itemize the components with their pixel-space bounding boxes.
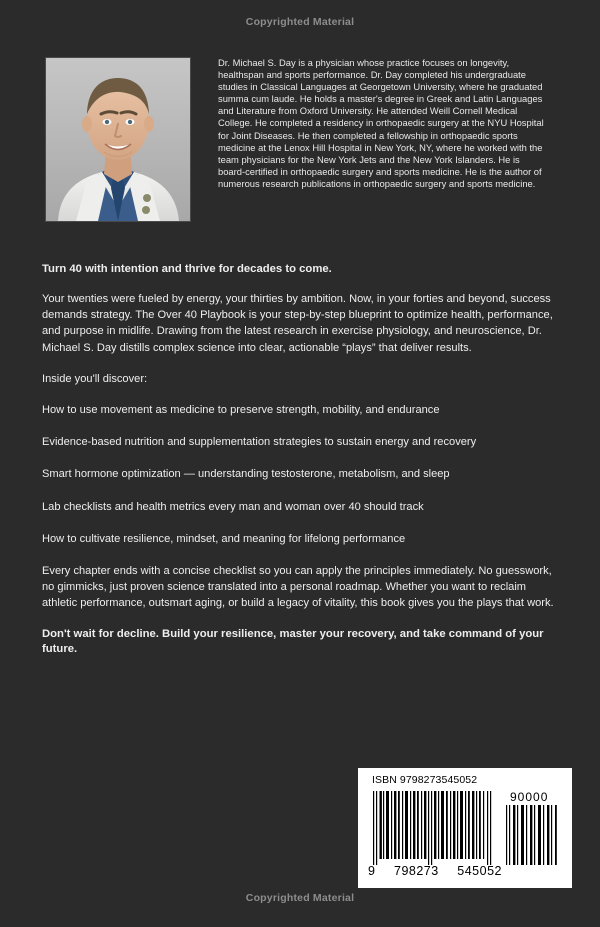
author-bio: Dr. Michael S. Day is a physician whose practice focuses on longevity, healthspan and sports performance. Dr. Day completed his undergraduate studies in Classical Languages at Georgetown University, where he graduated summa cum laude. He holds a master's degree in Greek and Latin Languages and Literature from Oxford University. He attended Weill Cornell Medical College. He completed a residency in orthopaedic surgery at the NYU Hospital for Joint Diseases. He then completed a fellowship in orthopaedic sports medicine at the Lenox Hill Hospital in New York, NY, where he worked with the team physicians for the New York Jets and the New York Islanders. He is board-certified in orthopaedic surgery and sports medicine. He is the author of numerous research publications in orthopaedic surgery and sports medicine. xyxy=(218,57,544,189)
ean-digit-row xyxy=(368,864,502,878)
ean5-addon-barcode-icon xyxy=(505,805,561,865)
list-item: Smart hormone optimization — understanding testosterone, metabolism, and sleep xyxy=(42,468,450,481)
ean13-barcode-icon xyxy=(372,791,494,865)
author-portrait-illustration xyxy=(46,58,190,221)
blurb-paragraph-1: Your twenties were fueled by energy, your thirties by ambition. Now, in your forties and beyond, success demands strategy. The Over 40 Playbook is your step-by-step blueprint to optimize health, performance, and purpose in midlife. Drawing from the latest research in exercise physiology, and neuroscience, Dr. Michael S. Day distills complex science into clear, actionable “plays” that deliver results. xyxy=(42,293,553,354)
list-item: How to cultivate resilience, mindset, and meaning for lifelong performance xyxy=(42,532,406,545)
author-photo xyxy=(46,58,190,221)
price-code-label: 90000 xyxy=(510,790,549,804)
isbn-barcode-block xyxy=(358,768,572,888)
blurb-paragraph-2: Every chapter ends with a concise checklist so you can apply the principles immediately. No guesswork, no gimmicks, just proven science translated into a personal roadmap. Whether you want to reclaim athletic performance, outsmart aging, or build a legacy of vitality, this book gives you the plays that work. xyxy=(42,565,554,610)
blurb-closing-call-to-action: Don't wait for decline. Build your resilience, master your recovery, and take command of your future. xyxy=(42,627,544,656)
copyright-watermark-top: Copyrighted Material xyxy=(245,16,355,28)
blurb-headline: Turn 40 with intention and thrive for decades to come. xyxy=(42,263,332,275)
list-item: Evidence-based nutrition and supplementation strategies to sustain energy and recovery xyxy=(42,436,477,449)
ean-group-2: 545052 xyxy=(457,864,502,878)
blurb-section xyxy=(42,262,560,658)
copyright-watermark-bottom: Copyrighted Material xyxy=(245,892,355,904)
ean-prefix-digit: 9 xyxy=(368,864,376,878)
list-item: Lab checklists and health metrics every man and woman over 40 should track xyxy=(42,500,424,513)
list-item: How to use movement as medicine to preserve strength, mobility, and endurance xyxy=(42,404,440,417)
inside-discover-label: Inside you'll discover: xyxy=(42,372,148,385)
ean-group-1: 798273 xyxy=(394,864,439,878)
isbn-label: ISBN 9798273545052 xyxy=(372,774,478,786)
